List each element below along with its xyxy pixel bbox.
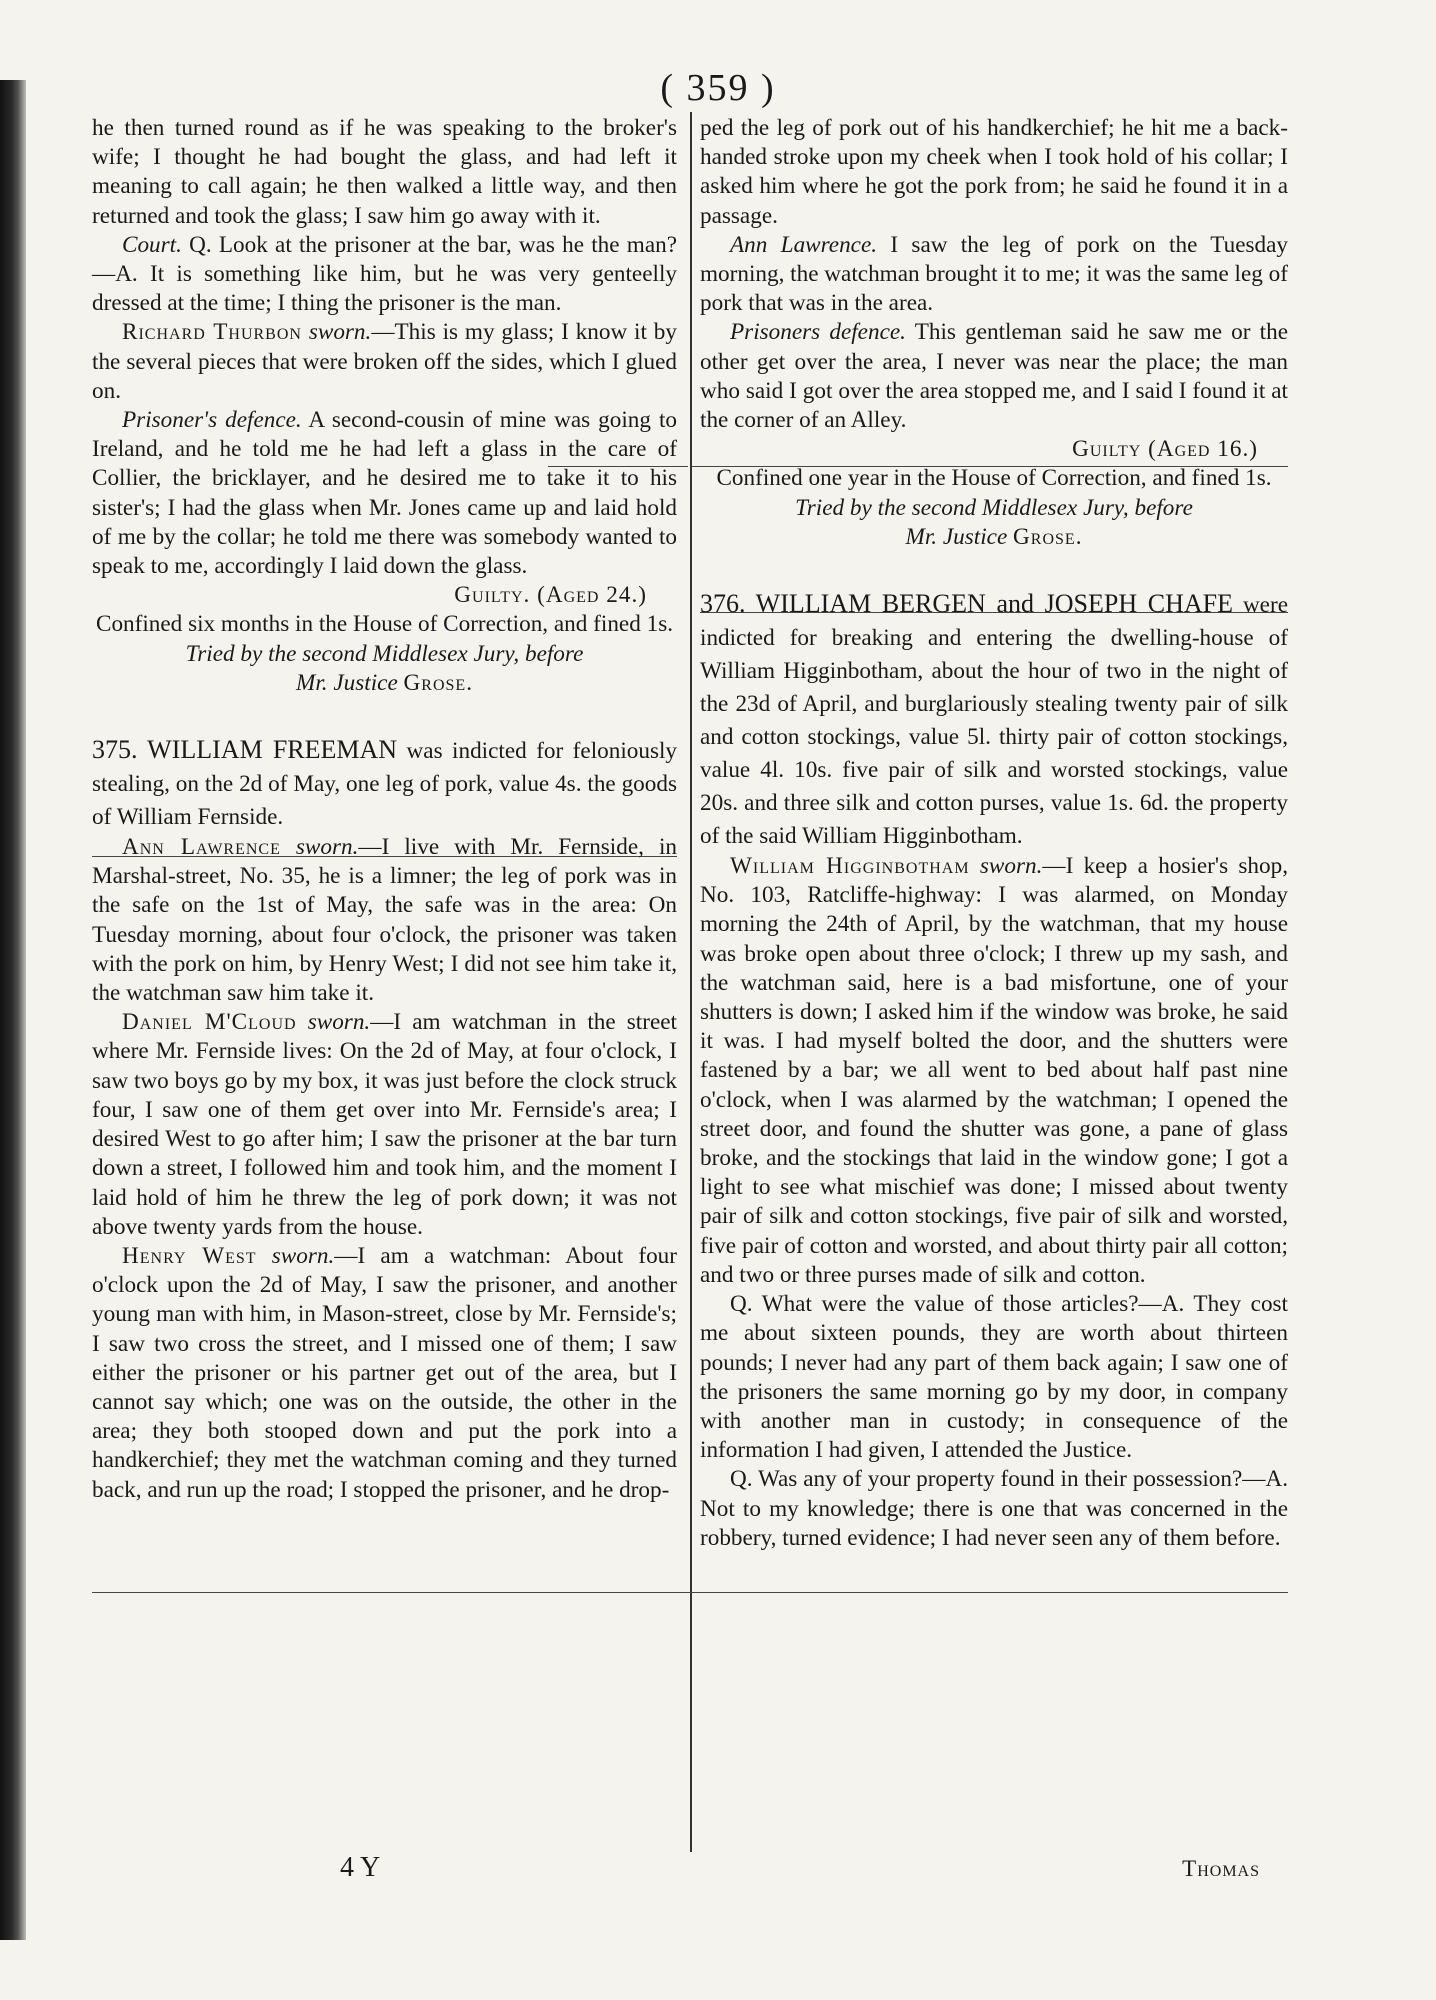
paragraph-text: This gentleman said he saw me or the other get over the area, I never was near the place; the man who said I got over the area stopped me, and I said I found it at the corner of an Alley.: [700, 319, 1288, 434]
speaker-label: Prisoners defence.: [730, 319, 906, 346]
witness-name: Ann Lawrence: [122, 834, 281, 861]
paragraph-text: —I keep a hosier's shop, No. 103, Ratcliffe-highway: I was alarmed, on Monday morning the 24th of April, by the watchman, that my house was broke open about three o'clock; I threw up my sash, and the watchman said, here is a bad misfortune, one of your shutters is down; I asked him if the window was broke, he said it was. I had myself bolted the door, and the shutters were fastened by a bar; we all went to bed about half past nine o'clock, when I was alarmed by the watchman; I opened the street door, and found the shutter was gone, a pane of glass broke, and the stockings that laid in the window gone; I got a light to see what mischief was done; I missed about twenty pair of silk and cotton stockings, five pair of silk and worsted, five pair of cotton and worsted, and about thirty pair all cotton; and two or three purses made of silk and cotton.: [700, 853, 1288, 1288]
paragraph: [700, 318, 1288, 435]
case-heading: [92, 734, 677, 833]
paragraph-text: —I am watchman in the street where Mr. Fernside lives: On the 2d of May, at four o'clock, I saw two boys go by my box, it was just before the clock struck four, I saw one of them get over into Mr. Fernside's area; I desired West to go after him; I saw the prisoner at the bar turn down a street, I followed him and took him, and the moment I laid hold of him he threw the leg of pork down; it was not above twenty yards from the house.: [92, 1009, 677, 1240]
paragraph: [700, 852, 1288, 1290]
speaker-label: Ann Lawrence.: [730, 231, 878, 258]
paragraph-text: —I am a watchman: About four o'clock upon the 2d of May, I saw the prisoner, and another young man with him, in Mason-street, close by Mr. Fernside's; I saw two cross the street, and I missed one of them; I saw either the prisoner or his partner get out of the area, but I cannot say which; one was on the outside, the other in the area; they both stooped down and put the pork into a handkerchief; they met the watchman coming and they turned back, and run up the road; I stopped the prisoner, and he drop-: [92, 1242, 678, 1503]
witness-name: Richard Thurbon: [122, 319, 302, 346]
witness-name: William Higginbotham: [730, 853, 970, 880]
sworn-label: sworn.: [301, 319, 372, 346]
judge-name: Grose.: [403, 669, 473, 696]
verdict: Guilty. (Aged 24.): [454, 582, 647, 609]
page-binding-edge: [0, 80, 26, 1940]
speaker-label: Court.: [122, 231, 182, 258]
indictment-text: was indicted for feloniously stealing, on the 2d of May, one leg of pork, value 4s. the goods of William Fernside.: [92, 738, 678, 831]
judge-name: Grose.: [1013, 523, 1083, 550]
judge-title: Mr. Justice: [905, 523, 1014, 550]
paragraph: [92, 1242, 677, 1505]
indictment-text: were indicted for breaking and entering the dwelling-house of William Higginbotham, about the hour of two in the night of the 23d of April, and burglariously stealing twenty pair of silk and cotton stockings, value 5l. thirty pair of cotton stockings, value 4l. 10s. five pair of silk and worsted stockings, value 20s. and three silk and cotton purses, value 1s. 6d. the property of the said William Higginbotham.: [700, 592, 1288, 850]
defendant-name: WILLIAM FREEMAN: [137, 735, 398, 765]
sentence: Confined one year in the House of Correction, and fined 1s.: [716, 465, 1272, 492]
printer-signature: 4 Y: [340, 1852, 381, 1883]
paragraph: Q. What were the value of those articles?—A. They cost me about sixteen pounds, they are worth about thirteen pounds; I never had any part of them back again; I saw one of the prisoners the same morning go by my door, in company with another man in custody; in consequence of the information I had given, I attended the Justice.: [700, 1291, 1288, 1464]
horizontal-rule: [92, 1592, 1288, 1593]
witness-name: Daniel M'Cloud: [122, 1009, 297, 1036]
paragraph: [92, 406, 677, 581]
paragraph: [92, 231, 677, 319]
paragraph-text: Q. Look at the prisoner at the bar, was he the man?—A. It is something like him, but he was very genteelly dressed at the time; I thing the prisoner is the man.: [92, 231, 677, 317]
paragraph: ped the leg of pork out of his handkerchief; he hit me a back-handed stroke upon my cheek when I took hold of his collar; I asked him where he got the pork from; he said he found it in a passage.: [700, 115, 1288, 229]
case-number: 375.: [92, 735, 138, 765]
tried-by-line: Tried by the second Middlesex Jury, before: [795, 494, 1193, 521]
judge-line: [92, 669, 677, 698]
sentence: Confined six months in the House of Correction, and fined 1s.: [95, 611, 674, 638]
paragraph-text: I saw the leg of pork on the Tuesday morning, the watchman brought it to me; it was the same leg of pork that was in the area.: [700, 231, 1288, 317]
sworn-label: sworn.: [280, 834, 359, 861]
column-divider: [690, 112, 692, 1852]
tried-by-line: Tried by the second Middlesex Jury, before: [185, 640, 584, 667]
paragraph: [92, 833, 677, 1008]
judge-line: [700, 523, 1288, 552]
paragraph-text: A second-cousin of mine was going to Ireland, and he told me he had left a glass in the care of Collier, the bricklayer, and he desired me to take it to his sister's; I had the glass when Mr. Jones came up and laid hold of me by the collar; he told me there was somebody wanted to speak to me, accordingly I laid down the glass.: [92, 407, 677, 580]
judge-title: Mr. Justice: [296, 669, 404, 696]
witness-name: Henry West: [122, 1242, 257, 1269]
catchword: Thomas: [1182, 1856, 1260, 1881]
sworn-label: sworn.: [296, 1009, 371, 1036]
verdict: Guilty (Aged 16.): [1072, 436, 1258, 463]
defendant-name: WILLIAM BERGEN and JOSEPH CHAFE: [745, 589, 1233, 619]
right-column: [700, 114, 1288, 1553]
paragraph: he then turned round as if he was speaking to the broker's wife; I thought he had bought the glass, and had left it meaning to call again; he then walked a little way, and then returned and took the glass; I saw him go away with it.: [92, 115, 677, 229]
paragraph-text: —This is my glass; I know it by the several pieces that were broken off the sides, which I glued on.: [92, 319, 677, 404]
sworn-label: sworn.: [256, 1242, 335, 1269]
case-heading: [700, 588, 1288, 852]
paragraph: [92, 1008, 677, 1242]
page-number: ( 359 ): [660, 67, 776, 109]
paragraph: [700, 231, 1288, 319]
speaker-label: Prisoner's defence.: [122, 407, 302, 434]
sworn-label: sworn.: [969, 853, 1043, 880]
case-number: 376.: [700, 589, 746, 619]
paragraph: Q. Was any of your property found in their possession?—A. Not to my knowledge; there is one that was concerned in the robbery, turned evidence; I had never seen any of them before.: [700, 1466, 1288, 1551]
paragraph-text: —I live with Mr. Fernside, in Marshal-street, No. 35, he is a limner; the leg of pork was in the safe on the 1st of May, the safe was in the area: On Tuesday morning, about four o'clock, the prisoner was taken with the pork on him, by Henry West; I did not see him take it, the watchman saw him take it.: [92, 834, 677, 1007]
left-column: [92, 114, 677, 1505]
paragraph: [92, 318, 677, 406]
